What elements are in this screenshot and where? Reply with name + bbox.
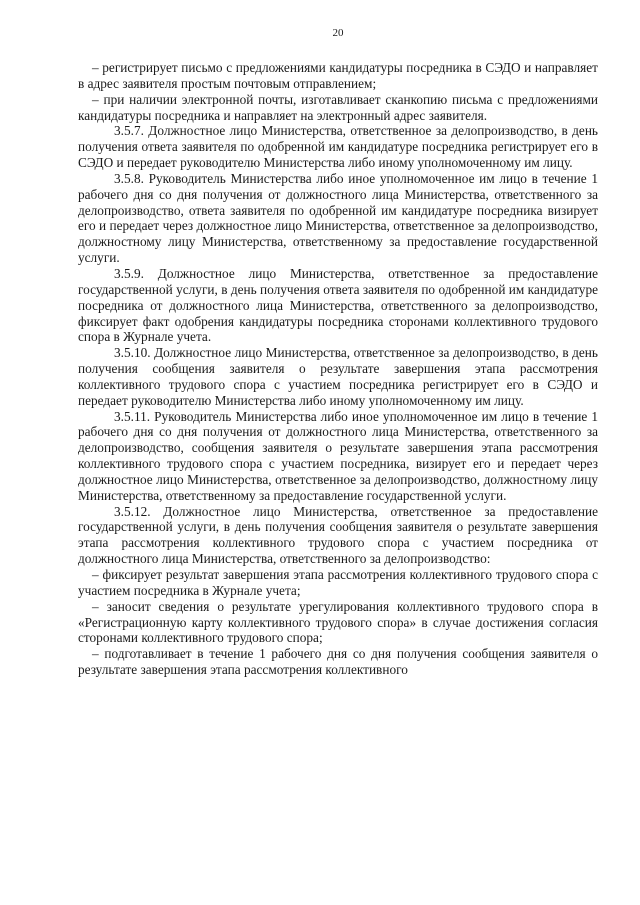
paragraph-dash-enter-info: – заносит сведения о результате урегулирования коллективного трудового спора в «Регистрационную карту коллективного трудового спора» в случае достижения согласия сторонами коллективного трудового спора; bbox=[78, 598, 598, 646]
paragraph-3-5-8: 3.5.8. Руководитель Министерства либо иное уполномоченное им лицо в течение 1 рабочего дня со дня получения от должностного лица Министерства, ответственного за делопроизводство, ответа заявителя по одобренной им кандидатуре посредника визирует его и передает через должностное лицо Министерства, ответственное за делопроизводство, должностному лицу Министерства, ответственному за предоставление государственной услуги. bbox=[78, 170, 598, 266]
paragraph-3-5-12: 3.5.12. Должностное лицо Министерства, ответственное за предоставление государственной услуги, в день получения сообщения заявителя о результате завершения этапа рассмотрения коллективного трудового спора с участием посредника от должностного лица Министерства, ответственного за делопроизводство: bbox=[78, 503, 598, 567]
paragraph-3-5-7: 3.5.7. Должностное лицо Министерства, ответственное за делопроизводство, в день получения ответа заявителя по одобренной им кандидатуре посредника регистрирует его в СЭДО и передает руководителю Министерства либо иному уполномоченному им лицу. bbox=[78, 123, 598, 171]
paragraph-dash-record-result: – фиксирует результат завершения этапа рассмотрения коллективного трудового спора с участием посредника в Журнале учета; bbox=[78, 567, 598, 598]
paragraph-dash-scan-copy: – при наличии электронной почты, изготавливает сканкопию письма с предложениями кандидатуры посредника и направляет на электронный адрес заявителя. bbox=[78, 91, 598, 123]
paragraph-3-5-10: 3.5.10. Должностное лицо Министерства, ответственное за делопроизводство, в день получения сообщения заявителя о результате завершения этапа рассмотрения коллективного трудового спора с участием посредника регистрирует его в СЭДО и передает руководителю Министерства либо иному уполномоченному им лицу. bbox=[78, 345, 598, 408]
paragraph-3-5-9: 3.5.9. Должностное лицо Министерства, ответственное за предоставление государственной услуги, в день получения ответа заявителя по одобренной им кандидатуре посредника от должностного лица Министерства, ответственного за делопроизводство, фиксирует факт одобрения кандидатуры посредника сторонами коллективного трудового спора в Журнале учета. bbox=[78, 265, 598, 345]
document-body bbox=[78, 60, 598, 678]
paragraph-3-5-11: 3.5.11. Руководитель Министерства либо иное уполномоченное им лицо в течение 1 рабочего дня со дня получения от должностного лица Министерства, ответственного за делопроизводство, сообщения заявителя о результате завершения этапа рассмотрения коллективного трудового спора с участием посредника, визирует его и передает через должностное лицо Министерства, ответственное за делопроизводство, должностному лицу Министерства, ответственному за предоставление государственной услуги. bbox=[78, 408, 598, 503]
paragraph-dash-prepare: – подготавливает в течение 1 рабочего дня со дня получения сообщения заявителя о результате завершения этапа рассмотрения коллективного bbox=[78, 646, 598, 678]
document-page bbox=[78, 26, 598, 678]
page-number: 20 bbox=[332, 27, 344, 39]
paragraph-dash-register-letter: – регистрирует письмо с предложениями кандидатуры посредника в СЭДО и направляет в адрес заявителя простым почтовым отправлением; bbox=[78, 60, 598, 91]
